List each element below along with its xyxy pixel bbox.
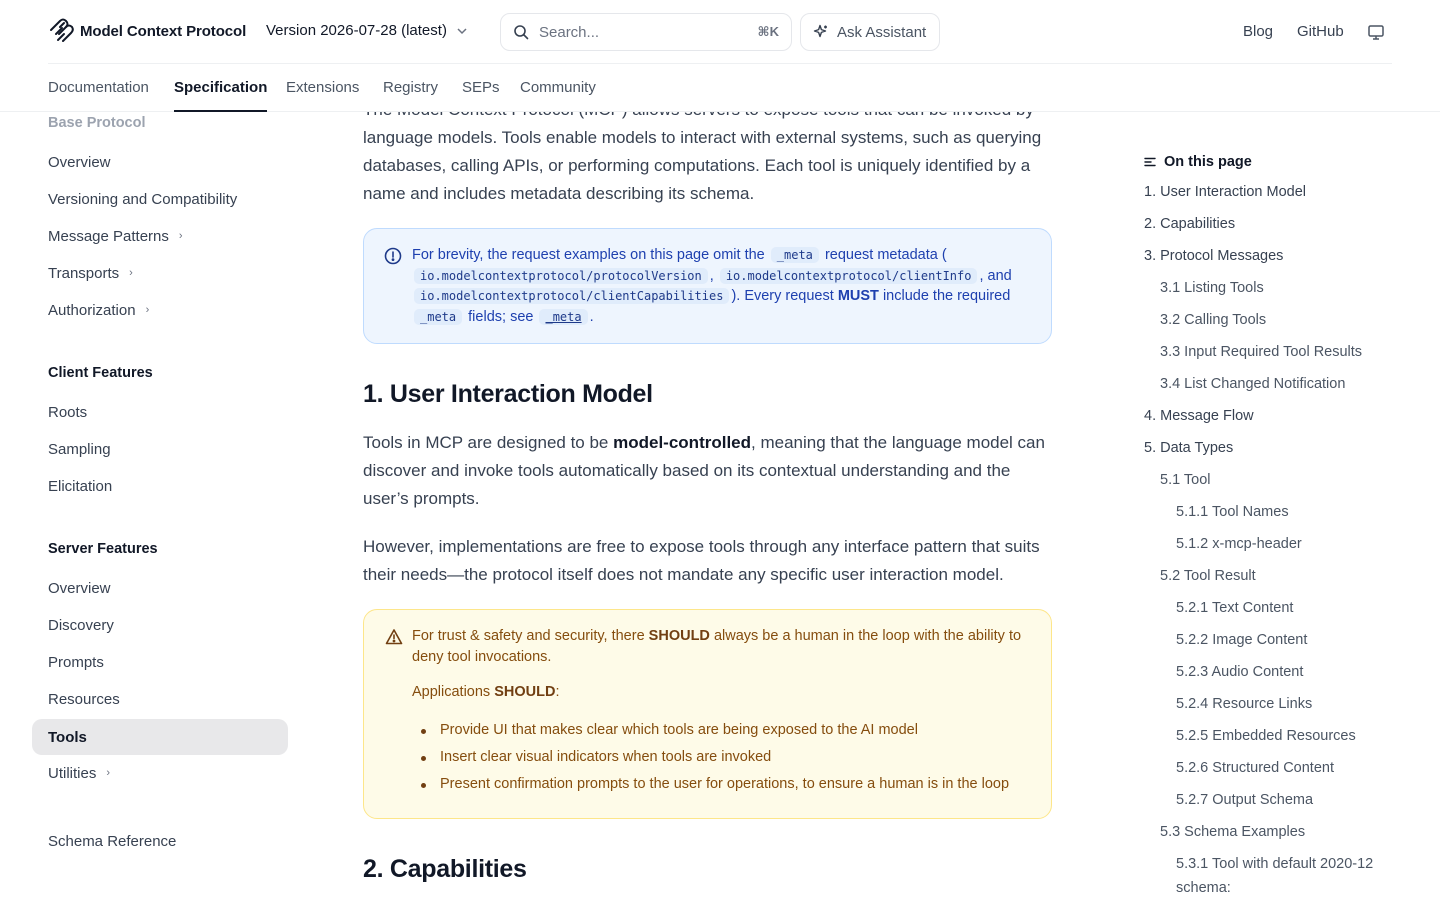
inline-code: io.modelcontextprotocol/clientInfo: [720, 268, 978, 284]
warning-text: always be a human in the loop with the ability to deny tool invocations.: [412, 628, 1022, 665]
intro-paragraph: language models. Tools enable models to interact with external systems, such as querying databases, calling APIs, or performing computations. Each tool is uniquely identified by a name and includes metadata describing its schema.: [363, 128, 1042, 203]
paragraph-model-controlled: [363, 429, 1053, 513]
search-input[interactable]: [500, 13, 792, 51]
sidebar-item-resources[interactable]: [32, 681, 288, 717]
sidebar-item-label: Tools: [48, 728, 87, 746]
toc-item[interactable]: 5.1 Tool: [1160, 472, 1211, 488]
chevron-right-icon: ›: [129, 267, 133, 279]
info-text: ). Every request: [731, 288, 834, 304]
info-text: request metadata (: [824, 247, 947, 263]
sidebar-item-label: Transports: [48, 264, 120, 282]
ask-assistant-label: Ask Assistant: [837, 23, 927, 41]
info-text: fields; see: [468, 308, 534, 325]
top-header: [0, 0, 1440, 64]
ask-assistant-button[interactable]: [800, 13, 940, 51]
paragraph-implementations: However, implementations are free to expose tools through any interface pattern that suits their needs—the protocol itself does not mandate any specific user interaction model.: [363, 537, 1040, 584]
toc-heading-label: On this page: [1164, 154, 1252, 170]
tab-seps[interactable]: SEPs: [462, 79, 500, 96]
toc-item[interactable]: 5.3 Schema Examples: [1160, 824, 1306, 840]
tab-registry[interactable]: Registry: [383, 79, 439, 96]
toc-item[interactable]: 5.2.2 Image Content: [1176, 632, 1308, 648]
heading-capabilities: 2. Capabilities: [363, 855, 527, 883]
paragraph-text: , meaning that the language model can discover and invoke tools automatically based on its contextual understanding and the user’s prompts.: [363, 433, 1045, 508]
tab-documentation[interactable]: Documentation: [48, 79, 149, 96]
nav-tabs: [0, 64, 1440, 112]
warning-callout: [363, 609, 1052, 819]
version-label: Version 2026-07-28 (latest): [266, 22, 447, 39]
toc-item[interactable]: 3.4 List Changed Notification: [1160, 376, 1346, 392]
main-content: [363, 0, 1053, 900]
sidebar-item-authorization[interactable]: [32, 292, 288, 328]
sidebar-item-label: Sampling: [48, 440, 111, 458]
should-keyword: SHOULD: [648, 628, 710, 644]
info-text: include the required: [882, 288, 1011, 304]
info-icon: [384, 247, 402, 265]
sidebar-item-message-patterns[interactable]: [32, 218, 288, 254]
chevron-right-icon: ›: [145, 304, 150, 316]
sidebar-section-client-features: Client Features: [48, 365, 153, 381]
sidebar: [32, 112, 288, 900]
inline-code: _meta: [771, 247, 819, 263]
inline-code: _meta: [414, 309, 462, 325]
tab-specification[interactable]: Specification: [174, 79, 267, 112]
toc-item[interactable]: 2. Capabilities: [1144, 216, 1236, 232]
sidebar-item-versioning[interactable]: [32, 181, 288, 217]
toc-item[interactable]: 1. User Interaction Model: [1144, 184, 1306, 200]
toc-item[interactable]: 3. Protocol Messages: [1144, 248, 1284, 264]
warning-icon: [385, 628, 403, 646]
version-selector[interactable]: [266, 22, 469, 39]
toc-item[interactable]: 5.2.6 Structured Content: [1176, 760, 1334, 776]
toc-item[interactable]: 5.1.2 x-mcp-header: [1176, 536, 1302, 552]
toc-item[interactable]: 5.2.7 Output Schema: [1176, 792, 1314, 808]
must-keyword: MUST: [837, 288, 879, 304]
toc-heading: [1144, 154, 1252, 170]
info-text: .: [589, 308, 594, 325]
sidebar-item-label: Prompts: [48, 653, 104, 671]
sidebar-item-overview[interactable]: [32, 144, 288, 180]
sidebar-item-label: Overview: [48, 153, 111, 171]
toc-item[interactable]: 3.3 Input Required Tool Results: [1160, 344, 1363, 360]
sidebar-item-label: Discovery: [48, 616, 114, 634]
info-callout: [363, 228, 1052, 344]
chevron-right-icon: ›: [106, 767, 111, 779]
sidebar-item-label: Overview: [48, 579, 111, 597]
sidebar-item-sampling[interactable]: [32, 431, 288, 467]
toc-item[interactable]: 5.2 Tool Result: [1160, 568, 1256, 584]
chevron-down-icon: [455, 24, 469, 38]
warning-text: Applications: [412, 684, 491, 700]
logo-text: Model Context Protocol: [80, 22, 247, 40]
info-callout-text: [412, 245, 1032, 327]
paragraph-bold: model-controlled: [613, 433, 752, 452]
sidebar-item-label: Schema Reference: [48, 832, 177, 850]
mcp-logo-icon: [48, 18, 74, 44]
github-link[interactable]: GitHub: [1297, 23, 1344, 40]
sidebar-section-base-protocol: Base Protocol: [48, 115, 146, 131]
toc-item[interactable]: 5.1.1 Tool Names: [1176, 504, 1289, 520]
toc-item[interactable]: 5.2.4 Resource Links: [1176, 696, 1313, 712]
sidebar-item-roots[interactable]: [32, 394, 288, 430]
sidebar-item-label: Authorization: [48, 301, 136, 319]
inline-code: io.modelcontextprotocol/clientCapabilities: [414, 288, 729, 304]
toc-item[interactable]: 5.3.1 Tool with default 2020-12 schema:: [1176, 856, 1374, 896]
sidebar-item-discovery[interactable]: [32, 607, 288, 643]
sidebar-item-label: Roots: [48, 403, 88, 421]
list-item: Present confirmation prompts to the user for operations, to ensure a human is in the loop: [440, 776, 1010, 792]
tab-community[interactable]: Community: [520, 79, 596, 96]
list-icon: [1144, 156, 1156, 168]
toc-item[interactable]: 5. Data Types: [1144, 440, 1234, 456]
blog-link[interactable]: Blog: [1243, 23, 1274, 40]
toc-item[interactable]: 4. Message Flow: [1144, 408, 1254, 424]
sidebar-item-prompts[interactable]: [32, 644, 288, 680]
sidebar-item-label: Versioning and Compatibility: [48, 190, 238, 208]
info-text: ,: [709, 267, 714, 284]
toc-item[interactable]: 5.2.3 Audio Content: [1176, 664, 1304, 680]
info-text: For brevity, the request examples on this page omit the: [412, 247, 765, 263]
should-keyword: SHOULD: [494, 684, 556, 700]
home-logo[interactable]: [48, 18, 246, 44]
sidebar-item-label: Message Patterns: [48, 227, 169, 245]
sidebar-item-server-overview[interactable]: [32, 570, 288, 606]
search-shortcut: ⌘K: [757, 24, 779, 39]
toc-item[interactable]: 3.2 Calling Tools: [1160, 312, 1267, 328]
search-placeholder: Search...: [539, 23, 600, 41]
info-text: , and: [979, 267, 1012, 284]
sidebar-item-tools[interactable]: [32, 719, 288, 755]
applications-line: [412, 684, 559, 700]
inline-code: io.modelcontextprotocol/protocolVersion: [414, 268, 708, 284]
tab-extensions[interactable]: Extensions: [286, 79, 360, 96]
meta-link[interactable]: _meta: [539, 309, 587, 325]
toc-item[interactable]: 3.1 Listing Tools: [1160, 280, 1264, 296]
sidebar-section-server-features: Server Features: [48, 541, 158, 557]
search-icon: [513, 24, 529, 40]
sidebar-item-label: Resources: [48, 690, 120, 708]
warning-callout-text: [412, 626, 1037, 667]
sidebar-item-label: Utilities: [48, 764, 97, 782]
paragraph-text: Tools in MCP are designed to be: [363, 433, 609, 452]
sidebar-item-utilities[interactable]: [32, 755, 288, 791]
monitor-icon[interactable]: [1367, 23, 1385, 41]
list-item: Insert clear visual indicators when tools are invoked: [440, 749, 772, 765]
sidebar-item-label: Elicitation: [48, 477, 113, 495]
sidebar-item-transports[interactable]: [32, 255, 288, 291]
warning-text: For trust & safety and security, there: [412, 628, 645, 644]
sidebar-item-elicitation[interactable]: [32, 468, 288, 504]
chevron-right-icon: ›: [178, 230, 183, 242]
list-item: Provide UI that makes clear which tools are being exposed to the AI model: [440, 722, 918, 738]
warning-text: :: [555, 684, 560, 700]
heading-user-interaction-model: 1. User Interaction Model: [363, 380, 653, 408]
sidebar-item-schema-reference[interactable]: [32, 823, 288, 859]
sparkle-icon: [813, 24, 829, 40]
toc-item[interactable]: 5.2.5 Embedded Resources: [1176, 728, 1356, 744]
toc-item[interactable]: 5.2.1 Text Content: [1176, 600, 1294, 616]
